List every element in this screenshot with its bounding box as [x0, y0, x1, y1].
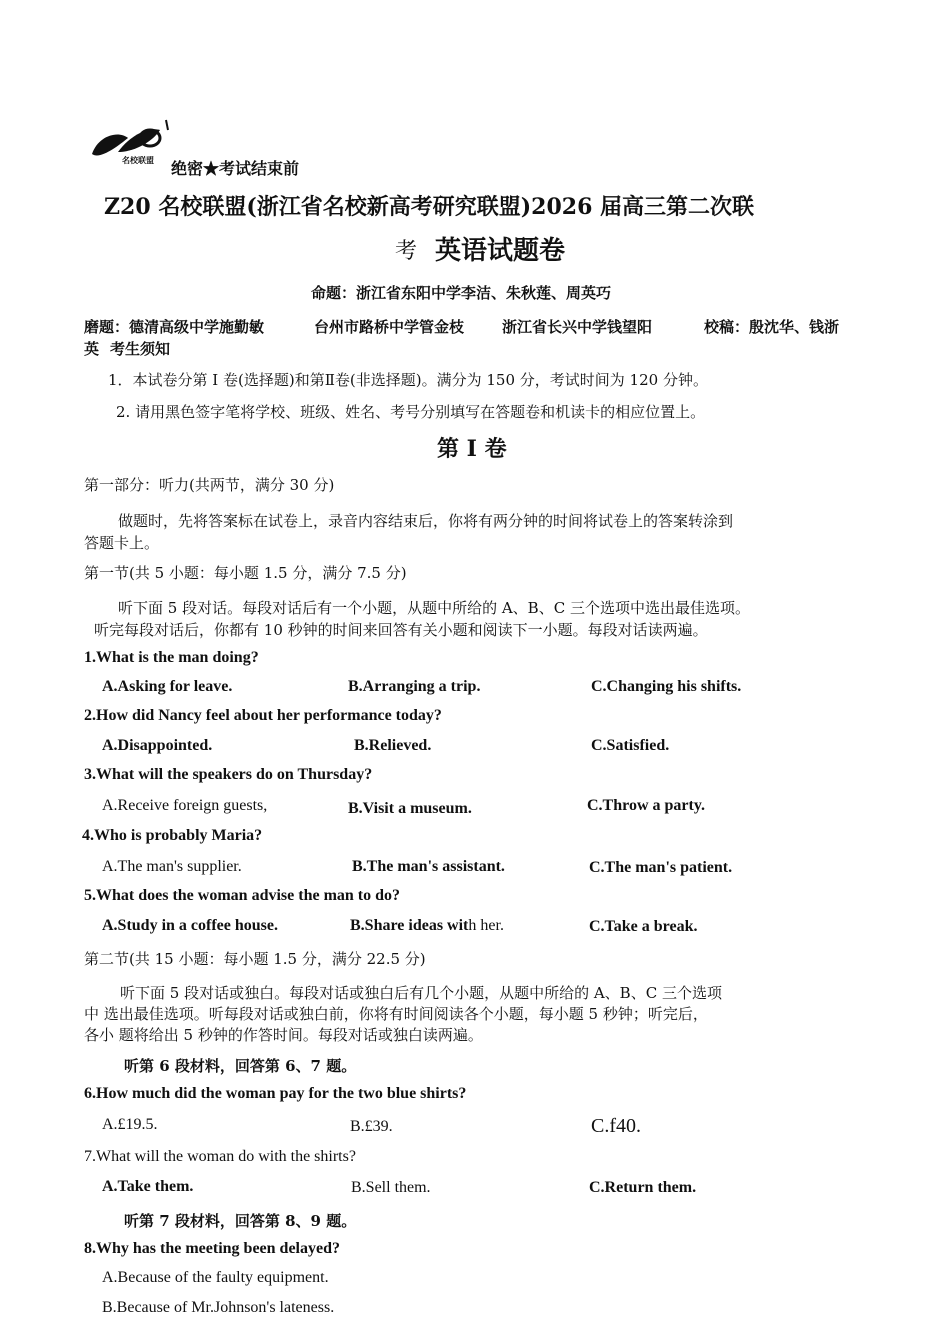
authors: 命题：浙江省东阳中学李洁、朱秋莲、周英巧: [311, 284, 612, 302]
q7-option-c: C.Return them.: [589, 1179, 697, 1196]
question-8: 8.Why has the meeting been delayed?: [84, 1240, 340, 1257]
notice-2: 2. 请用黑色签字笔将学校、班级、姓名、考号分别填写在答题卷和机读卡的相应位置上。: [116, 403, 706, 421]
q1-option-b: B.Arranging a trip.: [348, 678, 481, 695]
section1-instruction-1: 听下面 5 段对话。每段对话后有一个小题，从题中所给的 A、B、C 三个选项中选出最佳选项。: [118, 599, 750, 617]
question-5: 5.What does the woman advise the man to do?: [84, 887, 401, 904]
q3-option-a: A.Receive foreign guests,: [102, 797, 268, 814]
reviewer-4: 校稿：殷沈华、钱浙: [704, 318, 840, 336]
question-7: 7.What will the woman do with the shirts?: [84, 1148, 356, 1165]
section2-instruction-1: 听下面 5 段对话或独白。每段对话或独白后有几个小题，从题中所给的 A、B、C 三个选项: [120, 984, 722, 1002]
logo-text: 名校联盟: [122, 156, 154, 165]
title-line2-main: 英语试题卷: [435, 236, 566, 266]
question-2: 2.How did Nancy feel about her performance today?: [84, 707, 442, 724]
q2-option-b: B.Relieved.: [354, 737, 432, 754]
q6-option-b: B.£39.: [350, 1118, 393, 1135]
title-line1: Z20 名校联盟(浙江省名校新高考研究联盟)2026 届高三第二次联: [104, 194, 755, 220]
q8-option-b: B.Because of Mr.Johnson's lateness.: [102, 1299, 335, 1316]
q5-option-c: C.Take a break.: [589, 918, 698, 935]
q3-option-b: B.Visit a museum.: [348, 800, 472, 817]
question-3: 3.What will the speakers do on Thursday?: [84, 766, 373, 783]
reviewer-2: 台州市路桥中学管金枝: [314, 318, 465, 336]
section1-title: 第一节(共 5 小题：每小题 1.5 分，满分 7.5 分): [84, 564, 407, 582]
reviewer-3: 浙江省长兴中学钱望阳: [502, 318, 653, 336]
q4-option-b: B.The man's assistant.: [352, 858, 505, 875]
q5-option-b: [350, 917, 504, 935]
q1-option-a: A.Asking for leave.: [102, 678, 233, 695]
secret-label: 绝密★考试结束前: [171, 159, 300, 178]
q7-option-b: B.Sell them.: [351, 1179, 431, 1196]
question-1: 1.What is the man doing?: [84, 649, 259, 666]
q4-option-c: C.The man's patient.: [589, 859, 733, 876]
section1-instruction-2: 听完每段对话后，你都有 10 秒钟的时间来回答有关小题和阅读下一小题。每段对话读两遍。: [94, 621, 708, 639]
question-6: 6.How much did the woman pay for the two blue shirts?: [84, 1085, 467, 1102]
question-4: 4.Who is probably Maria?: [82, 827, 263, 844]
volume-title: 第 I 卷: [437, 436, 507, 462]
q2-option-a: A.Disappointed.: [102, 737, 213, 754]
q8-option-a: A.Because of the faulty equipment.: [102, 1269, 329, 1286]
q1-option-c: C.Changing his shifts.: [591, 678, 742, 695]
section2-instruction-3: 各小 题将给出 5 秒钟的作答时间。每段对话或独白读两遍。: [84, 1026, 483, 1044]
part1-title: 第一部分：听力(共两节，满分 30 分): [84, 476, 335, 494]
part1-instruction-1: 做题时，先将答案标在试卷上，录音内容结束后，你将有两分钟的时间将试卷上的答案转涂到: [118, 512, 734, 530]
reviewer-5: 英: [84, 340, 100, 358]
q2-option-c: C.Satisfied.: [591, 737, 670, 754]
notice-1: 1．本试卷分第 I 卷(选择题)和第Ⅱ卷(非选择题)。满分为 150 分，考试时间为 120 分钟。: [108, 371, 708, 389]
q4-option-a: A.The man's supplier.: [102, 858, 242, 875]
q6-option-a: A.£19.5.: [102, 1116, 158, 1133]
material-7-label: 听第 7 段材料，回答第 8、9 题。: [124, 1212, 357, 1230]
q3-option-c: C.Throw a party.: [587, 797, 705, 814]
material-6-label: 听第 6 段材料，回答第 6、7 题。: [124, 1057, 357, 1075]
q6-option-c: C.f40.: [591, 1115, 641, 1137]
reviewer-1: 磨题：德清高级中学施勤敏: [84, 318, 265, 336]
section2-instruction-2: 中 选出最佳选项。听每段对话或独白前，你将有时间阅读各个小题，每小题 5 秒钟；听完后，: [84, 1005, 708, 1023]
notice-title: 考生须知: [110, 340, 171, 358]
q5-option-a: A.Study in a coffee house.: [102, 917, 279, 934]
q5-option-b-part2: h her.: [468, 917, 504, 934]
section2-title: 第二节(共 15 小题：每小题 1.5 分，满分 22.5 分): [84, 950, 426, 968]
q5-option-b-part1: B.Share ideas wit: [350, 917, 469, 934]
title-line2-prefix: 考: [395, 239, 418, 264]
q7-option-a: A.Take them.: [102, 1178, 194, 1195]
part1-instruction-2: 答题卡上。: [84, 534, 160, 552]
